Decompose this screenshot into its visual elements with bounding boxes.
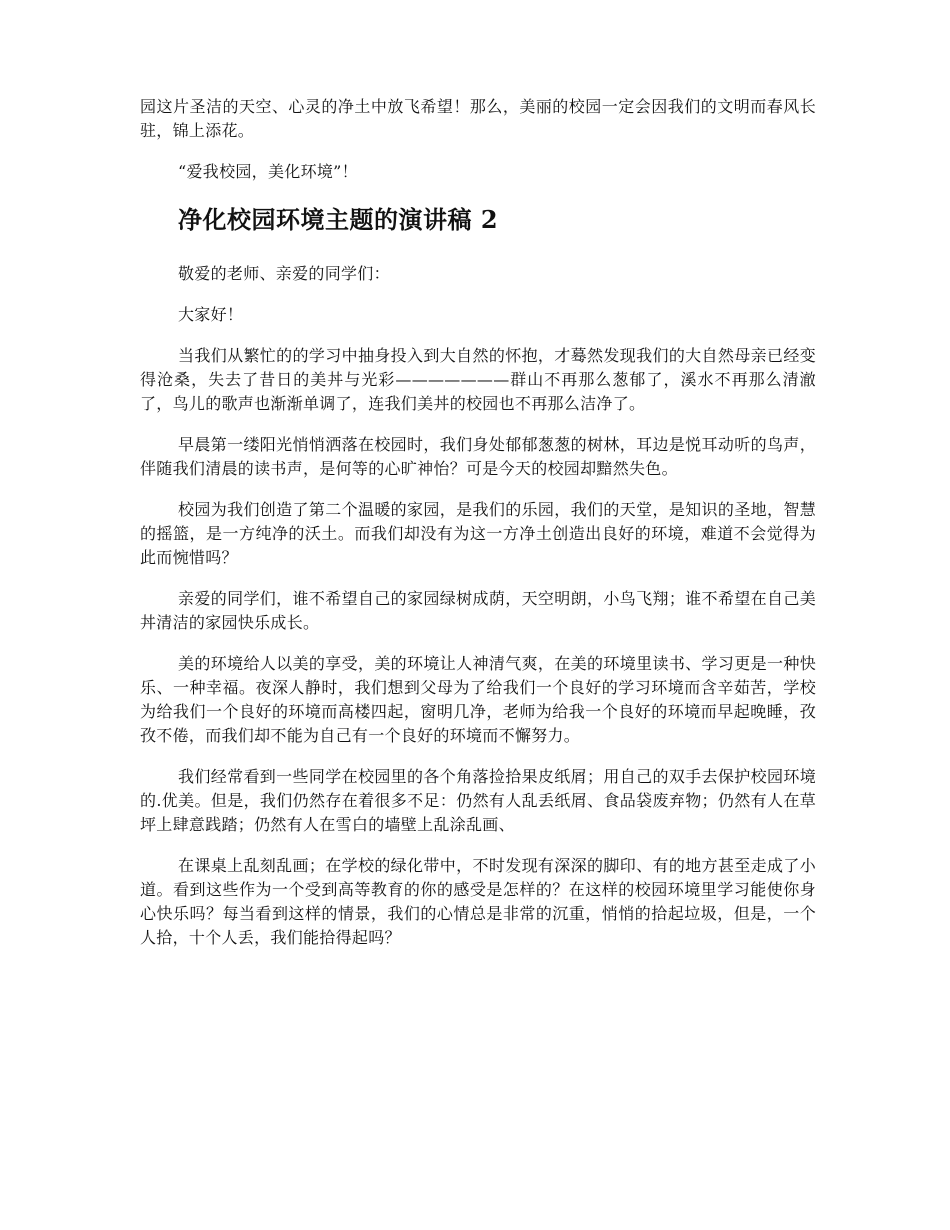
document-page xyxy=(140,95,816,950)
body-paragraph-7: 在课桌上乱刻乱画；在学校的绿化带中，不时发现有深深的脚印、有的地方甚至走成了小道。看到这些作为一个受到高等教育的你的感受是怎样的？在这样的校园环境里学习能使你身心快乐吗？每当看到这样的情景，我们的心情总是非常的沉重，悄悄的拾起垃圾，但是，一个人拾，十个人丢，我们能拾得起吗？ xyxy=(140,856,816,947)
slogan-paragraph: “爱我校园，美化环境”！ xyxy=(178,162,358,181)
body-paragraph-4: 亲爱的同学们，谁不希望自己的家园绿树成荫，天空明朗，小鸟飞翔；谁不希望在自己美丼清洁的家园快乐成长。 xyxy=(140,589,816,632)
hello-paragraph: 大家好！ xyxy=(178,305,244,324)
body-paragraph-6: 我们经常看到一些同学在校园里的各个角落捡拾果皮纸屑；用自己的双手去保护校园环境的.优美。但是，我们仍然存在着很多不足：仍然有人乱丢纸屑、食品袋废弃物；仍然有人在草坪上肆意践踏；仍然有人在雪白的墙壁上乱涂乱画、 xyxy=(140,767,816,834)
section-title: 净化校园环境主题的演讲稿 2 xyxy=(178,205,499,234)
body-paragraph-1: 当我们从繁忙的的学习中抽身投入到大自然的怀抱，才蓦然发现我们的大自然母亲已经变得沧桑，失去了昔日的美丼与光彩———————群山不再那么葱郁了，溪水不再那么清澈了，鸟儿的歌声也渐渐单调了，连我们美丼的校园也不再那么洁净了。 xyxy=(140,346,816,413)
body-paragraph-3: 校园为我们创造了第二个温暖的家园，是我们的乐园，我们的天堂，是知识的圣地，智慧的摇篮，是一方纯净的沃土。而我们却没有为这一方净土创造出良好的环境，难道不会觉得为此而惋惜吗？ xyxy=(140,500,816,567)
body-paragraph-2: 早晨第一缕阳光悄悄洒落在校园时，我们身处郁郁葱葱的树林，耳边是悦耳动听的鸟声，伴随我们清晨的读书声，是何等的心旷神怡？可是今天的校园却黯然失色。 xyxy=(140,435,816,478)
body-paragraph-5: 美的环境给人以美的享受，美的环境让人神清气爽，在美的环境里读书、学习更是一种快乐、一种幸福。夜深人静时，我们想到父母为了给我们一个良好的学习环境而含辛茹苦，学校为给我们一个良好的环境而高楼四起，窗明几净，老师为给我一个良好的环境而早起晚睡，孜孜不倦，而我们却不能为自己有一个良好的环境而不懈努力。 xyxy=(140,654,816,745)
greeting-paragraph: 敬爱的老师、亲爱的同学们： xyxy=(178,264,390,283)
paragraph-continued: 园这片圣洁的天空、心灵的净土中放飞希望！那么，美丽的校园一定会因我们的文明而春风长驻，锦上添花。 xyxy=(140,97,816,140)
